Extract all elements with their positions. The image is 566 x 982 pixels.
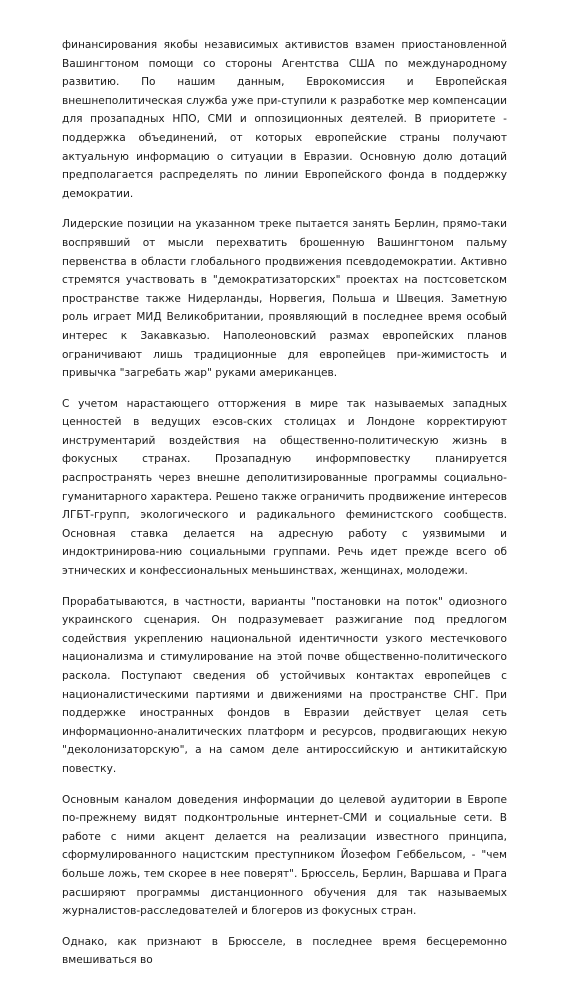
- paragraph-1: финансирования якобы независимых активистов взамен приостановленной Вашингтоном помощи со стороны Агентства США по международному развитию. По нашим данным, Еврокомиссия и Европейская внешнеполитическая служба уже при-ступили к разработке мер компенсации для прозападных НПО, СМИ и оппозиционных деятелей. В приоритете - поддержка объединений, от которых европейские страны получают актуальную информацию о ситуации в Евразии. Основную долю дотаций предполагается распределять по линии Европейского фонда в поддержку демократии.: [62, 39, 507, 200]
- paragraph-4: Прорабатываются, в частности, варианты "постановки на поток" одиозного украинского сценария. Он подразумевает разжигание под предлогом содействия укреплению национальной идентичности узкого местечкового национализма и стимулирование на этой почве общественно-политического раскола. Поступают сведения об устойчивых контактах европейцев с националистическими партиями и движениями на пространстве СНГ. При поддержке иностранных фондов в Евразии действует целая сеть информационно-аналитических платформ и ресурсов, продвигающих некую "деколонизаторскую", а на самом деле антироссийскую и антикитайскую повестку.: [62, 595, 507, 775]
- paragraph-3: С учетом нарастающего отторжения в мире так называемых западных ценностей в ведущих еэсов-ских столицах и Лондоне корректируют инструментарий воздействия на общественно-политическую жизнь в фокусных странах. Прозападную информповестку планируется распространять через внешне деполитизированные программы социально-гуманитарного характера. Решено также ограничить продвижение интересов ЛГБТ-групп, экологического и радикального феминистского сообществ. Основная ставка делается на адресную работу с уязвимыми и индоктринирова-нию социальными группами. Речь идет прежде всего об этнических и конфессиональных меньшинствах, женщинах, молодежи.: [62, 397, 507, 578]
- paragraph-6: Однако, как признают в Брюсселе, в последнее время бесцеремонно вмешиваться во: [62, 935, 507, 967]
- paragraph-2: Лидерские позиции на указанном треке пытается занять Берлин, прямо-таки воспрявший от мысли перехватить брошенную Вашингтоном пальму первенства в области глобального продвижения псевдодемократии. Активно стремятся участвовать в "демократизаторских" проектах на постсоветском пространстве также Нидерланды, Норвегия, Польша и Швеция. Заметную роль играет МИД Великобритании, проявляющий в последнее время особый интерес к Закавказью. Наполеоновский размах европейских планов ограничивают лишь традиционные для европейцев при-жимистость и привычка "загребать жар" руками американцев.: [62, 218, 507, 380]
- paragraph-5: Основным каналом доведения информации до целевой аудитории в Европе по-прежнему видят подконтрольные интернет-СМИ и социальные сети. В работе с ними акцент делается на реализации известного принципа, сформулированного нацистским преступником Йозефом Геббельсом, - "чем больше ложь, тем скорее в нее поверят". Брюссель, Берлин, Варшава и Прага расширяют программы дистанционного обучения для так называемых журналистов-расследователей и блогеров из фокусных стран.: [62, 793, 507, 918]
- document-body: [62, 36, 507, 982]
